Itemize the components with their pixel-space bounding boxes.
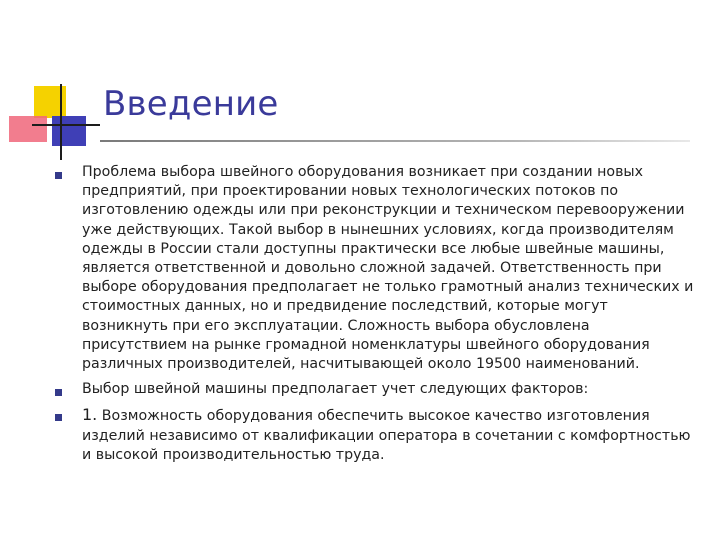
bullet-text-numbered — [82, 405, 697, 465]
title-underline — [100, 140, 690, 142]
red-square-shape — [9, 116, 47, 142]
square-bullet-icon — [55, 389, 62, 396]
bullet-item — [52, 380, 697, 399]
square-bullet-icon — [55, 172, 62, 179]
bullet-item — [52, 163, 697, 374]
corner-decoration — [0, 0, 120, 170]
vertical-line-shape — [60, 84, 62, 160]
bullet-list — [52, 163, 697, 471]
blue-square-shape — [52, 116, 86, 146]
bullet-text: Выбор швейной машины предполагает учет следующих факторов: — [82, 381, 589, 398]
bullet-number: 1. — [82, 405, 98, 425]
square-bullet-icon — [55, 414, 62, 421]
bullet-text: Проблема выбора швейного оборудования возникает при создании новых предприятий, при проектировании новых технологических потоков по изготовлению одежды или при реконструкции и техническом перевооружении уже действующих. Такой выбор в нынешних условиях, когда производителям одежды в России стали доступны практически все любые швейные машины, является ответственной и довольно сложной задачей. Ответственность при выборе оборудования предполагает не только грамотный анализ технических и стоимостных данных, но и предвидение последствий, которые могут возникнуть при его эксплуатации. Сложность выбора обусловлена присутствием на рынке громадной номенклатуры швейного оборудования различных производителей, насчитывающей около 19500 наименований. — [82, 164, 694, 373]
slide-title: Введение — [103, 84, 279, 124]
bullet-text: Возможность оборудования обеспечить высокое качество изготовления изделий независимо от квалификации оператора в сочетании с комфортностью и высокой производительностью труда. — [82, 408, 691, 463]
bullet-item — [52, 405, 697, 465]
horizontal-line-shape — [32, 124, 100, 126]
